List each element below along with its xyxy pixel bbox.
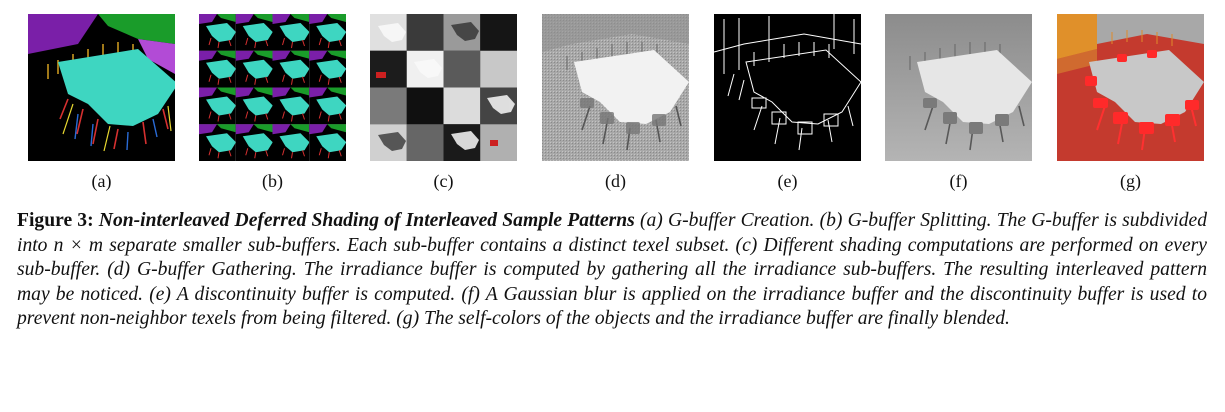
figure-caption	[17, 209, 1207, 332]
panel-b-label: (b)	[262, 171, 283, 191]
panel-a-image	[28, 14, 175, 161]
gbuffer-splitting-grid-icon	[199, 14, 346, 161]
figure-number: Figure 3:	[17, 210, 94, 231]
panel-b-image	[199, 14, 346, 161]
panel-e-label: (e)	[777, 171, 798, 191]
panel-g-image	[1057, 14, 1204, 161]
gaussian-blur-icon	[885, 14, 1032, 161]
panel-a-label: (a)	[91, 171, 112, 191]
subbuffer-shading-grid-icon	[370, 14, 517, 161]
panel-e-image	[714, 14, 861, 161]
panel-d-label: (d)	[605, 171, 626, 191]
panel-c-image	[370, 14, 517, 161]
discontinuity-buffer-icon	[714, 14, 861, 161]
final-blend-icon	[1057, 14, 1204, 161]
panel-f-image	[885, 14, 1032, 161]
gbuffer-creation-icon	[28, 14, 175, 161]
panel-f-label: (f)	[949, 171, 968, 191]
panel-g-label: (g)	[1120, 171, 1141, 191]
figure-title: Non-interleaved Deferred Shading of Interleaved Sample Patterns	[98, 210, 635, 231]
irradiance-gathering-icon	[542, 14, 689, 161]
figure-caption-text: (a) G-buffer Creation. (b) G-buffer Splitting. The G-buffer is subdivided into n × m separate smaller sub-buffers. Each sub-buffer contains a distinct texel subset. (c) Different shading computations are performed on every sub-buffer. (d) G-buffer Gathering. The irradiance buffer is computed by gathering all the irradiance sub-buffers. The resulting interleaved pattern may be noticed. (e) A discontinuity buffer is computed. (f) A Gaussian blur is applied on the irradiance buffer and the discontinuity buffer is used to prevent non-neighbor texels from being filtered. (g) The self-colors of the objects and the irradiance buffer are finally blended.	[17, 210, 1208, 330]
panel-c-label: (c)	[433, 171, 454, 191]
panel-d-image	[542, 14, 689, 161]
